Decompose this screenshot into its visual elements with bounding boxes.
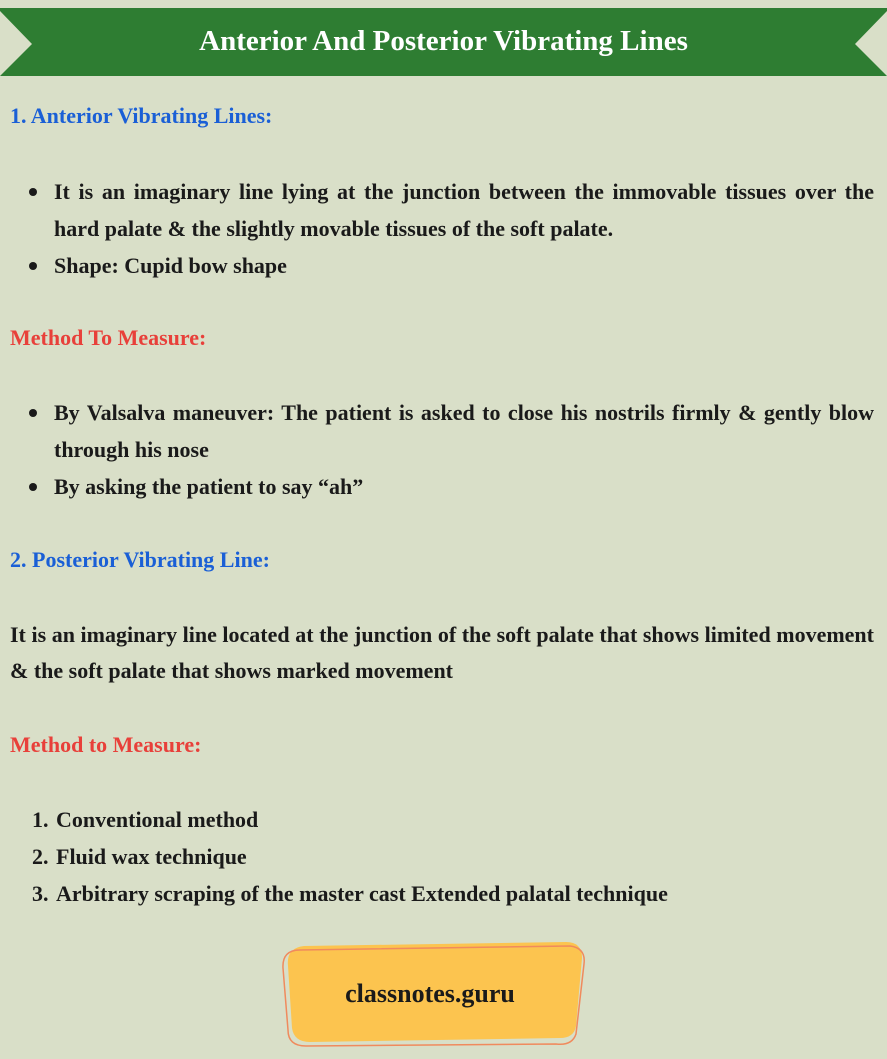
title-banner xyxy=(0,8,887,78)
anterior-heading: 1. Anterior Vibrating Lines: xyxy=(10,103,273,128)
anterior-method-bullet-list xyxy=(22,394,874,505)
list-item: It is an imaginary line lying at the junction between the immovable tissues over the hard palate & the slightly movable tissues of the soft palate. xyxy=(22,173,874,247)
list-number: 1. xyxy=(32,807,49,832)
list-item: Shape: Cupid bow shape xyxy=(22,247,874,284)
site-name: classnotes.guru xyxy=(345,979,515,1008)
list-item xyxy=(32,801,668,838)
list-text: Arbitrary scraping of the master cast Extended palatal technique xyxy=(56,881,668,906)
list-text: Fluid wax technique xyxy=(56,844,247,869)
anterior-bullet-list xyxy=(22,173,874,284)
posterior-paragraph: It is an imaginary line located at the junction of the soft palate that shows limited movement & the soft palate that shows marked movement xyxy=(10,622,874,683)
list-item: By Valsalva maneuver: The patient is asked to close his nostrils firmly & gently blow through his nose xyxy=(22,394,874,468)
list-text: Conventional method xyxy=(56,807,259,832)
list-item xyxy=(32,838,668,875)
posterior-method-list xyxy=(32,801,668,912)
posterior-method-heading: Method to Measure: xyxy=(10,732,202,757)
list-item xyxy=(32,875,668,912)
page-title: Anterior And Posterior Vibrating Lines xyxy=(199,25,688,57)
list-number: 2. xyxy=(32,844,49,869)
list-number: 3. xyxy=(32,881,49,906)
site-badge xyxy=(280,938,590,1050)
anterior-method-heading: Method To Measure: xyxy=(10,325,207,350)
list-item: By asking the patient to say “ah” xyxy=(22,468,874,505)
posterior-heading: 2. Posterior Vibrating Line: xyxy=(10,547,270,572)
